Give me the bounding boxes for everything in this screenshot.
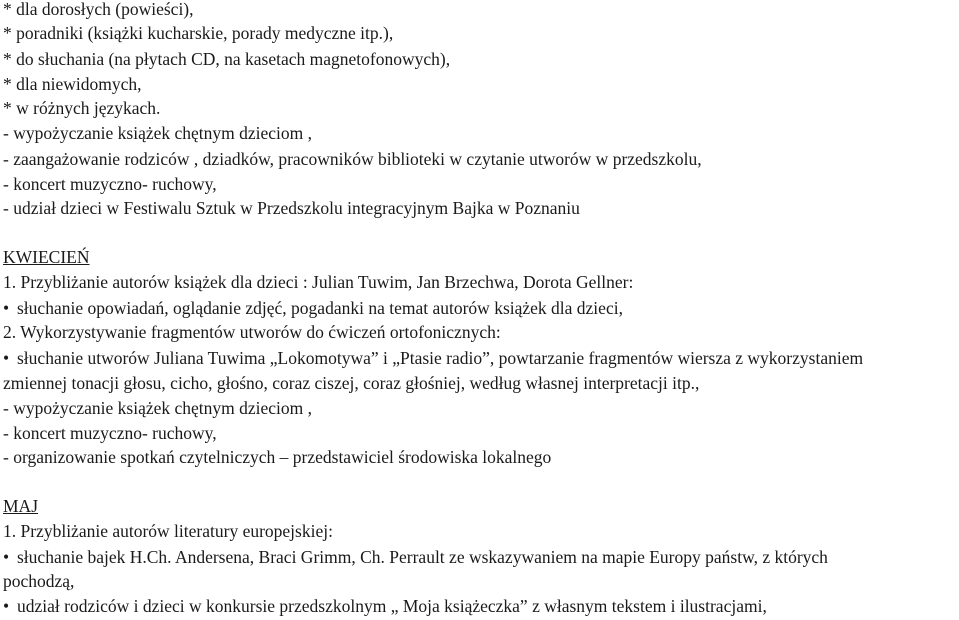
list-line: - wypożyczanie książek chętnym dzieciom , bbox=[3, 123, 313, 143]
list-line: - zaangażowanie rodziców , dziadków, pracowników biblioteki w czytanie utworów w przedszkolu, bbox=[3, 149, 702, 169]
list-line: * dla dorosłych (powieści), bbox=[3, 0, 194, 19]
list-line: 2. Wykorzystywanie fragmentów utworów do ćwiczeń ortofonicznych: bbox=[3, 322, 501, 342]
list-line: zmiennej tonacji głosu, cicho, głośno, coraz ciszej, coraz głośniej, według własnej interpretacji itp., bbox=[3, 373, 700, 393]
list-line: pochodzą, bbox=[3, 571, 75, 591]
list-line: * poradniki (książki kucharskie, porady medyczne itp.), bbox=[3, 23, 394, 43]
bullet-icon: • bbox=[3, 547, 10, 567]
bullet-icon: • bbox=[3, 348, 10, 368]
bullet-line: • słuchanie opowiadań, oglądanie zdjęć, pogadanki na temat autorów książek dla dzieci, bbox=[3, 298, 623, 318]
bullet-line: • udział rodziców i dzieci w konkursie przedszkolnym „ Moja książeczka” z własnym tekstem i ilustracjami, bbox=[3, 596, 767, 616]
section-heading-april: KWIECIEŃ bbox=[3, 247, 90, 267]
bullet-icon: • bbox=[3, 298, 10, 318]
list-line: - koncert muzyczno- ruchowy, bbox=[3, 423, 217, 443]
bullet-line: • słuchanie bajek H.Ch. Andersena, Braci Grimm, Ch. Perrault ze wskazywaniem na mapie Europy państw, z których bbox=[3, 547, 828, 567]
list-line: 1. Przybliżanie autorów książek dla dzieci : Julian Tuwim, Jan Brzechwa, Dorota Gellner: bbox=[3, 272, 634, 292]
list-line: * w różnych językach. bbox=[3, 98, 161, 118]
list-line: * do słuchania (na płytach CD, na kasetach magnetofonowych), bbox=[3, 49, 451, 69]
list-line: * dla niewidomych, bbox=[3, 74, 142, 94]
section-heading-may: MAJ bbox=[3, 496, 39, 516]
list-line: - udział dzieci w Festiwalu Sztuk w Przedszkolu integracyjnym Bajka w Poznaniu bbox=[3, 198, 580, 218]
list-line: - koncert muzyczno- ruchowy, bbox=[3, 174, 217, 194]
list-line: - wypożyczanie książek chętnym dzieciom , bbox=[3, 398, 313, 418]
list-line: - organizowanie spotkań czytelniczych – przedstawiciel środowiska lokalnego bbox=[3, 447, 552, 467]
list-line: 1. Przybliżanie autorów literatury europejskiej: bbox=[3, 521, 333, 541]
bullet-icon: • bbox=[3, 596, 10, 616]
bullet-line: • słuchanie utworów Juliana Tuwima „Lokomotywa” i „Ptasie radio”, powtarzanie fragmentów wiersza z wykorzystaniem bbox=[3, 348, 864, 368]
